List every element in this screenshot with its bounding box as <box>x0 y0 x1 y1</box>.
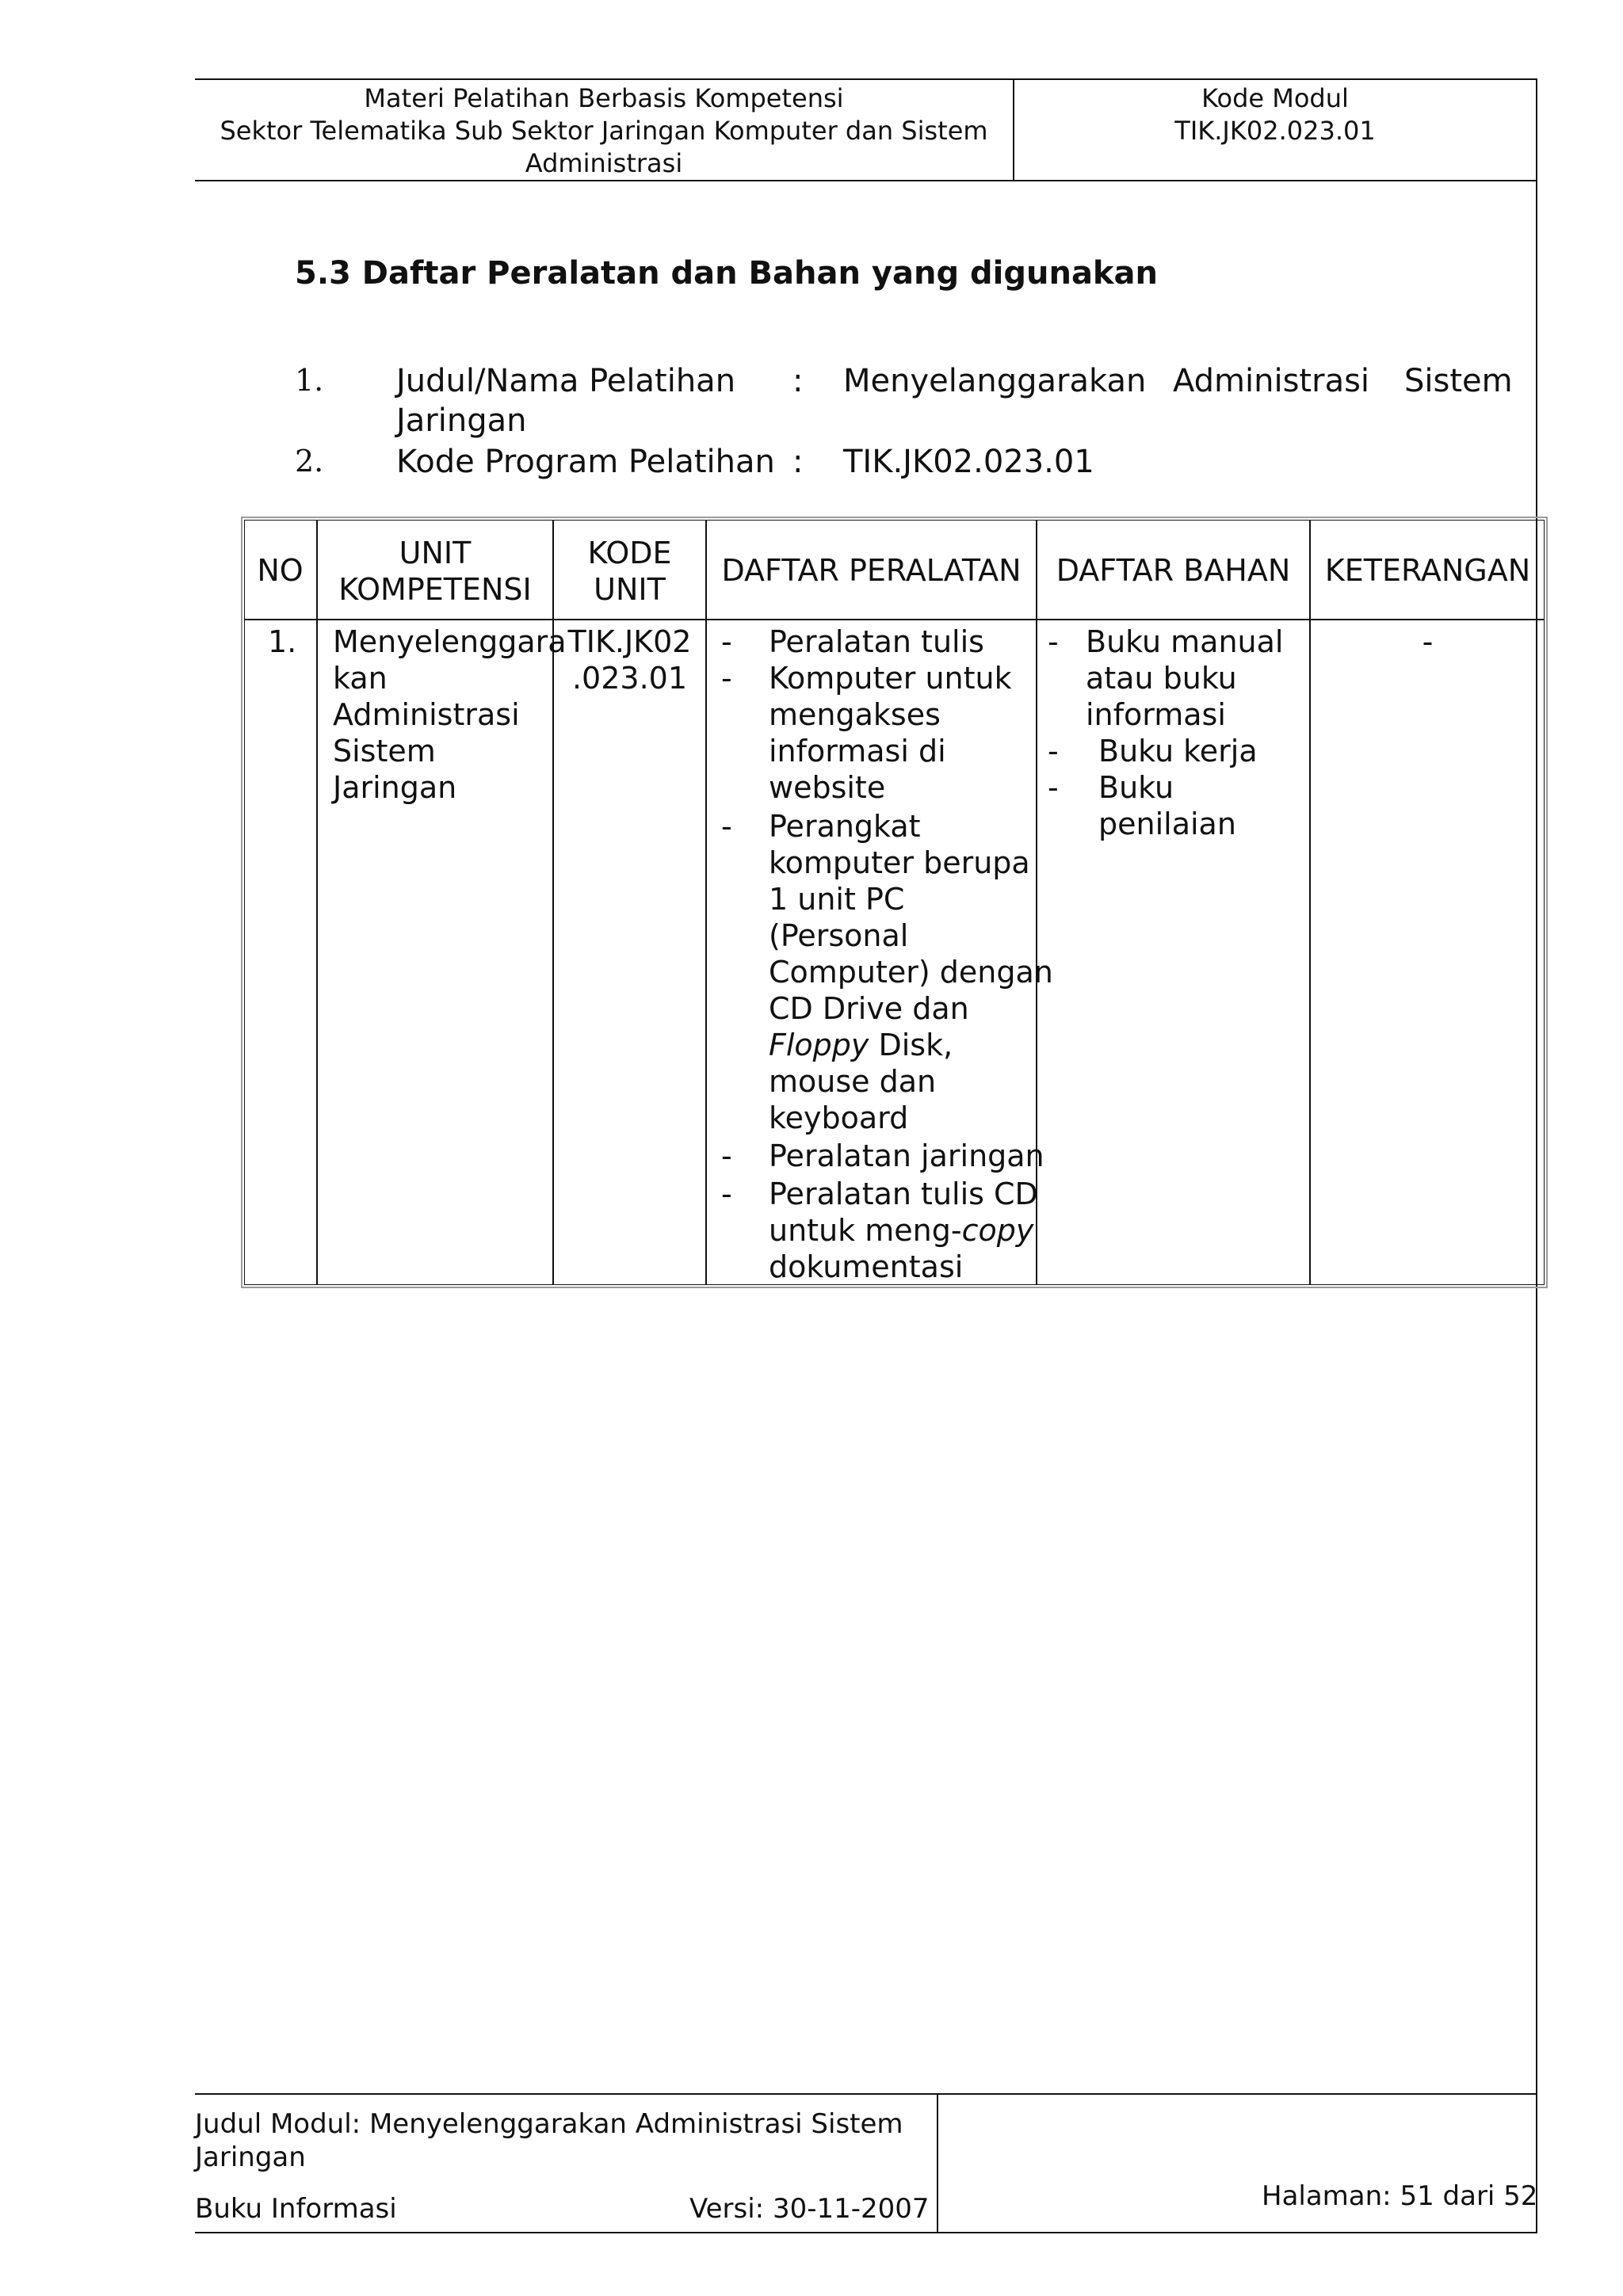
bullet: - <box>721 1138 732 1173</box>
info-sep-2: : <box>792 444 804 480</box>
cell-keterangan: - <box>1422 624 1434 659</box>
peralatan-item-line: keyboard <box>769 1100 909 1135</box>
th-peralatan: DAFTAR PERALATAN <box>721 553 1022 588</box>
info-label-1-cont: Jaringan <box>396 402 527 439</box>
peralatan-item-line: komputer berupa <box>769 845 1030 880</box>
peralatan-item-line: mouse dan <box>769 1064 937 1099</box>
bullet: - <box>1048 624 1059 659</box>
cell-no: 1. <box>268 624 297 659</box>
bahan-item-line: Buku manual <box>1086 624 1284 659</box>
peralatan-item-line: website <box>769 770 886 805</box>
info-value-1a: Menyelanggarakan <box>843 363 1147 399</box>
footer-top-rule <box>195 2093 1537 2095</box>
bullet: - <box>721 809 732 844</box>
peralatan-item-line: Peralatan jaringan <box>769 1138 1044 1173</box>
footer-judul-line1: Judul Modul: Menyelenggarakan Administrasi Sistem <box>195 2108 903 2140</box>
header-bottom-rule <box>195 180 1537 181</box>
info-number-2: 2. <box>295 444 324 479</box>
bahan-item-line: Buku kerja <box>1098 734 1258 769</box>
bullet: - <box>1048 734 1059 769</box>
th-kode-line2: UNIT <box>594 572 666 607</box>
section-title: 5.3 Daftar Peralatan dan Bahan yang digunakan <box>295 255 1159 292</box>
bahan-item-line: atau buku <box>1086 661 1237 696</box>
footer-versi: Versi: 30-11-2007 <box>689 2193 930 2225</box>
footer-buku: Buku Informasi <box>195 2193 397 2225</box>
info-value-1b: Administrasi <box>1173 363 1370 399</box>
header-row-divider <box>244 619 1545 620</box>
info-label-2: Kode Program Pelatihan <box>396 444 775 480</box>
peralatan-item-line: mengakses <box>769 697 941 732</box>
peralatan-item-line <box>769 1027 953 1063</box>
header-top-rule <box>195 78 1537 80</box>
peralatan-item-line: dokumentasi <box>769 1249 964 1284</box>
text-span: untuk meng- <box>769 1213 962 1248</box>
bullet: - <box>721 661 732 696</box>
text-span: Disk, <box>869 1028 953 1062</box>
peralatan-item-line: Peralatan tulis <box>769 624 984 659</box>
footer-divider <box>937 2093 938 2233</box>
info-number-1: 1. <box>295 363 324 398</box>
header-left-line1: Materi Pelatihan Berbasis Kompetensi <box>364 83 844 113</box>
peralatan-item-line <box>769 1212 1033 1249</box>
col-divider-1 <box>316 520 318 1285</box>
info-sep-1: : <box>792 363 804 399</box>
footer-halaman: Halaman: 51 dari 52 <box>1262 2180 1538 2212</box>
header-kode-value: TIK.JK02.023.01 <box>1174 116 1376 146</box>
header-left-line2: Sektor Telematika Sub Sektor Jaringan Komputer dan Sistem <box>220 116 988 146</box>
info-value-2: TIK.JK02.023.01 <box>843 444 1094 480</box>
bahan-item-line: Buku <box>1098 770 1174 805</box>
peralatan-item-line: informasi di <box>769 734 946 769</box>
peralatan-item-line: 1 unit PC <box>769 882 905 917</box>
bahan-item-line: informasi <box>1086 697 1226 732</box>
bullet: - <box>721 624 732 659</box>
bullet: - <box>1048 770 1059 805</box>
unit-line: Sistem <box>333 734 436 769</box>
th-kode-line1: KODE <box>587 536 672 570</box>
italic-term: copy <box>961 1213 1034 1248</box>
peralatan-item-line: (Personal <box>769 918 909 953</box>
unit-line: Menyelenggara <box>333 624 567 659</box>
peralatan-item-line: Komputer untuk <box>769 661 1012 696</box>
th-unit-line1: UNIT <box>399 536 472 570</box>
unit-line: Administrasi <box>333 697 520 732</box>
header-kode-label: Kode Modul <box>1201 83 1349 113</box>
header-left-line3: Administrasi <box>525 148 683 178</box>
italic-term: Floppy <box>769 1028 869 1062</box>
unit-line: Jaringan <box>333 770 457 805</box>
info-label-1: Judul/Nama Pelatihan <box>396 363 736 399</box>
th-no: NO <box>257 553 304 588</box>
footer-bottom-rule <box>195 2232 1537 2233</box>
peralatan-item-line: Computer) dengan <box>769 955 1053 990</box>
col-divider-3 <box>705 520 707 1285</box>
peralatan-item-line: CD Drive dan <box>769 991 969 1026</box>
bullet: - <box>721 1177 732 1211</box>
peralatan-item-line: Peralatan tulis CD <box>769 1177 1038 1211</box>
unit-line: kan <box>333 661 388 696</box>
footer-judul-line2: Jaringan <box>195 2142 306 2173</box>
th-bahan: DAFTAR BAHAN <box>1056 553 1291 588</box>
kode-line: TIK.JK02 <box>567 624 692 659</box>
bahan-item-line: penilaian <box>1098 807 1236 841</box>
peralatan-item-line: Perangkat <box>769 809 921 844</box>
kode-line: .023.01 <box>571 661 688 696</box>
info-value-1c: Sistem <box>1404 363 1513 399</box>
th-keterangan: KETERANGAN <box>1324 553 1531 588</box>
th-unit-line2: KOMPETENSI <box>338 572 532 607</box>
